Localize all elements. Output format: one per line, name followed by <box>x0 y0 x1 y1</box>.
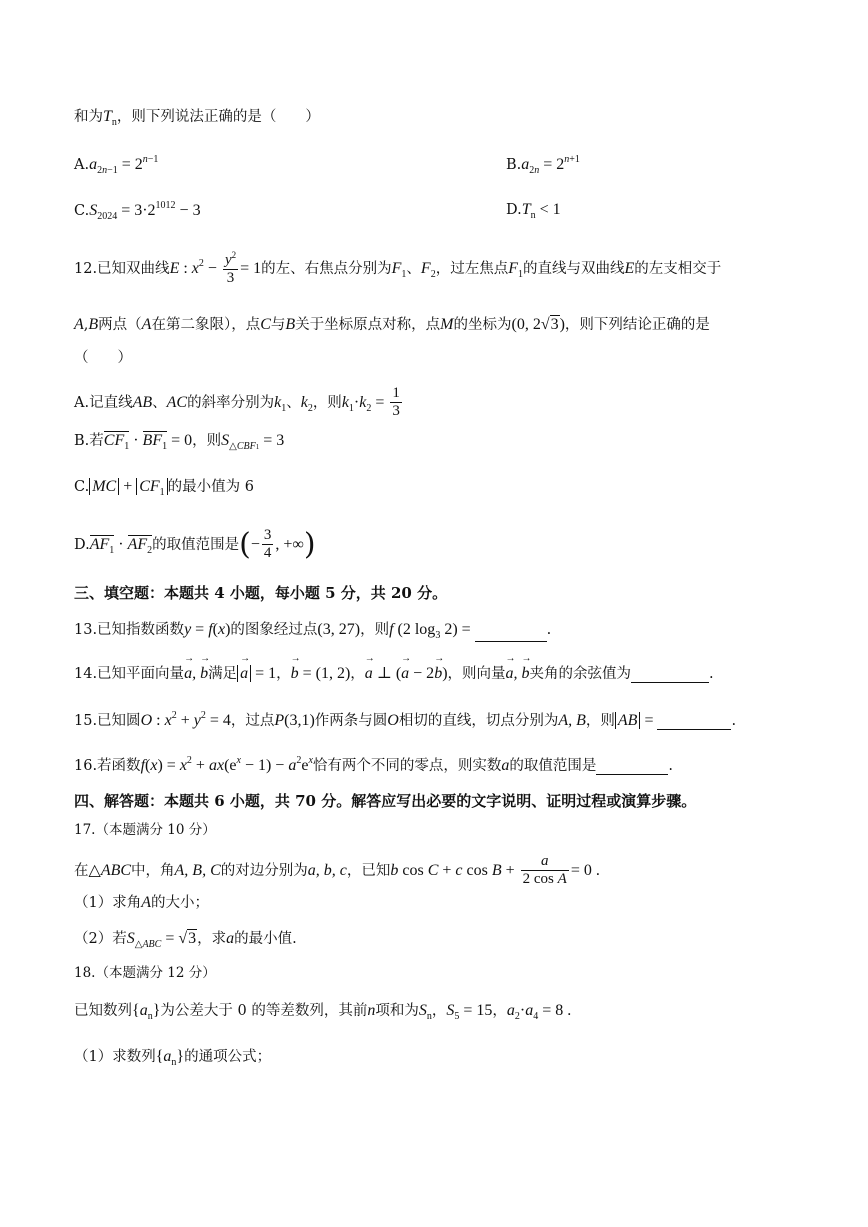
q13-answer-blank[interactable] <box>475 627 547 642</box>
section-4-heading: 四、解答题：本题共 6 小题，共 70 分。解答应写出必要的文字说明、证明过程或演算步骤。 <box>74 792 697 810</box>
q16-answer-blank[interactable] <box>596 760 668 775</box>
q18-stem: 已知数列$\{a_n\}$为公差大于 0 的等差数列，其前n项和为$S_n$，$S_5 = 15$，$a_2\cdot a_4 = 8$ . <box>74 1002 572 1022</box>
q15-answer-blank[interactable] <box>657 715 731 730</box>
q11-tail: 和为$T_n$，则下列说法正确的是（ ） <box>74 108 320 128</box>
q17-part1: （1）求角A的大小； <box>74 894 210 911</box>
q12-option-d: $D.AF_1 \cdot AF_2$的取值范围是(− $\frac{3}{4}$ , +∞) <box>74 526 316 562</box>
q16: 16.若函数$f(x) = x^2 + ax(e^x - 1) - a^2e^x$恰有两个不同的零点，则实数a的取值范围是 . <box>74 755 673 774</box>
q11-option-c: $C.S_{2024} = 3\cdot 2^{1012} - 3$ $D.T_n < 1$ <box>74 200 561 222</box>
q12-option-a: A.记直线AB、AC的斜率分别为$k_1$、$k_2$，则$k_1\cdot k_2$ = $\frac{1}{3}$ <box>74 385 400 420</box>
q11-option-b: $B.a_{2n} = 2^{n+1}$ <box>506 154 580 176</box>
q17-stem: 在△ABC中，角A, B, C的对边分别为a, b, c，已知b cos C + c cos B + $\frac{a}{\text{2 cos A}}$ = 0 . <box>74 853 600 888</box>
q14: 14.已知平面向量→ a, → b满足→ a = 1，→ b = (1, 2)，→ a ⊥ (→ a − 2→ b)，则向量→ a, → b夹角的余弦值为 . <box>74 664 798 683</box>
q14-answer-blank[interactable] <box>631 668 709 683</box>
q13: 13.已知指数函数y = f(x)的图象经过点(3, 27)，则f (2 $\log_3 2$) = . <box>74 621 552 641</box>
section-3-heading: 三、填空题：本题共 4 小题，每小题 5 分，共 20 分。 <box>74 584 448 602</box>
q18-part1: （1）求数列$\{a_n\}$的通项公式； <box>74 1048 272 1068</box>
q12-option-c: C. MC + $CF_1$ 的最小值为 6 <box>74 478 255 498</box>
q11-option-a: $A.a_{2n-1} = 2^{n-1}$ $B.a_{2n} = 2^{n+1}$ <box>74 154 580 176</box>
q17-header: 17.（本题满分 10 分） <box>74 822 216 838</box>
q11-option-d: $D.T_n < 1$ <box>506 201 561 221</box>
q12-line1: 12.已知双曲线E : $x^2$ − $\frac{y^2}{3}$ = 1的左、右焦点分别为$F_1$、$F_2$，过左焦点$F_1$的直线与双曲线E的左支相交于 <box>74 250 722 287</box>
q15: 15.已知圆O : $x^2 + y^2 = 4$，过点P(3,1)作两条与圆O相切的直线，切点分别为A, B，则 AB = . <box>74 710 737 729</box>
q17-part2: （2）若$S_{\triangle ABC} = √3$，求a的最小值. <box>74 930 297 950</box>
q12-option-b: B.若$CF_1 \cdot BF_1 = 0$，则$S_{\triangle CBF1} = 3$ <box>74 432 285 452</box>
q18-header: 18.（本题满分 12 分） <box>74 965 216 981</box>
q12-line2: A,B两点（A在第二象限），点C与B关于坐标原点对称，点M的坐标为(0, 2√3)，则下列结论正确的是 <box>74 316 710 333</box>
q12-paren: （ ） <box>74 350 132 366</box>
